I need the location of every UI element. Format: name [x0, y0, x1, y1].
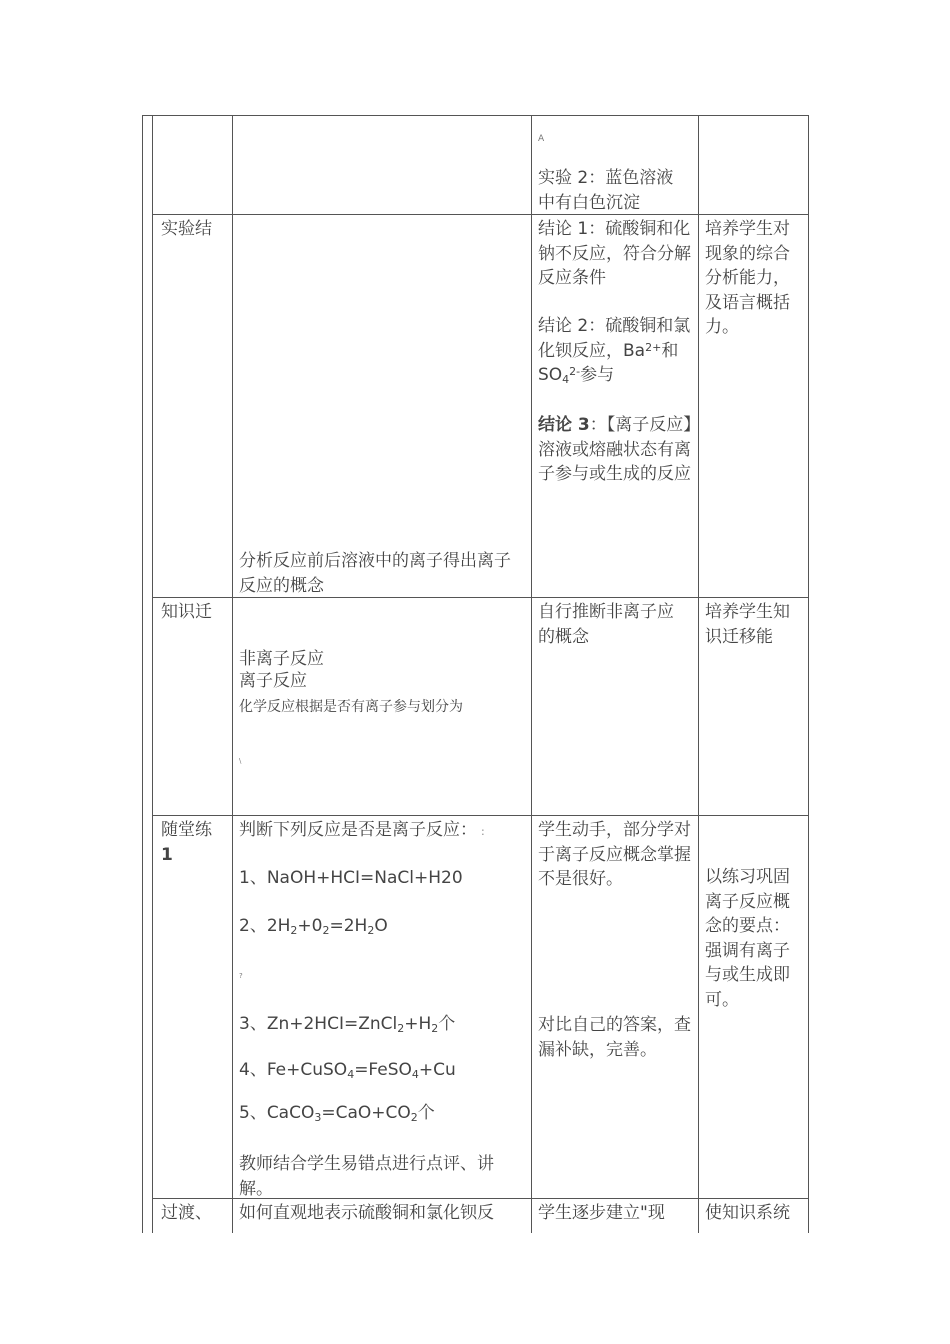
conclusion-3-text: ：【离子反应】溶液或熔融状态有离子参与或生成的反应 [538, 415, 692, 484]
stage-practice-number: 1 [161, 844, 173, 865]
stage-cell-knowledge-transfer: 知识迁 [161, 602, 212, 622]
eq2-part-c: +0 [297, 916, 323, 936]
stage-cell-practice [161, 818, 227, 867]
teacher-cell-mark: \ [239, 757, 242, 765]
eq5-sub-2: 2 [410, 1111, 418, 1124]
student-cell-conclusion-3 [538, 413, 693, 487]
conclusion-2-text-b: 和 SO [538, 340, 679, 385]
so4-charge: 2- [569, 365, 581, 378]
ba-charge: 2+ [645, 340, 662, 354]
eq4-part-c: =FeSO [354, 1060, 412, 1080]
teacher-cell-transition: 如何直观地表示硫酸铜和氯化钡反 [239, 1203, 494, 1223]
teacher-cell-analysis: 分析反应前后溶液中的离子得出离子反应的概念 [239, 551, 511, 596]
eq5-sub-1: 3 [314, 1111, 322, 1124]
teacher-cell-comment: 教师结合学生易错点进行点评、讲解。 [239, 1154, 494, 1199]
table-border-right [808, 115, 809, 1233]
eq3-sub-1: 2 [397, 1022, 405, 1035]
eq4-part-e: +Cu [418, 1060, 456, 1080]
eq4-sub-2: 4 [411, 1068, 419, 1081]
equation-mark: ? [239, 972, 243, 980]
table-border-top [142, 115, 809, 116]
conclusion-2-text-a: 结论 2：硫酸铜和氯化钡反应，Ba [538, 316, 691, 361]
stage-practice-label: 随堂练 [161, 820, 212, 840]
row-divider-1 [152, 214, 809, 215]
student-cell-conclusion-1: 结论 1：硫酸铜和化钠不反应，符合分解反应条件 [538, 219, 691, 288]
eq2-part-e: =2H [329, 916, 368, 936]
eq4-part-a: 4、Fe+CuSO [239, 1060, 348, 1080]
intent-cell-analysis-ability: 培养学生对现象的综合分析能力，及语言概括力。 [705, 219, 790, 337]
conclusion-2-text-c: 参与 [580, 365, 615, 385]
table-divider-student-left [531, 115, 532, 1233]
conclusion-3-lead: 结论 3 [538, 415, 590, 435]
equation-5 [239, 1101, 527, 1126]
equation-1: 1、NaOH+HCI=NaCl+H20 [239, 868, 463, 888]
eq3-part-a: 3、Zn+2HCI=ZnCl [239, 1014, 398, 1034]
equation-3 [239, 1012, 527, 1037]
so4-subscript: 4 [562, 373, 570, 386]
eq2-part-g: O [374, 916, 388, 936]
teacher-cell-classification: 化学反应根据是否有离子参与划分为 [239, 699, 463, 715]
table-border-left [142, 115, 143, 1233]
table-divider-intent-left [698, 115, 699, 1233]
student-cell-infer-concept: 自行推断非离子应的概念 [538, 602, 674, 647]
student-cell-experiment-2: 实验 2：蓝色溶液中有白色沉淀 [538, 168, 674, 213]
eq2-sub-1: 2 [290, 924, 298, 937]
question-mark: : [481, 825, 485, 838]
eq3-part-c: +H [404, 1014, 432, 1034]
intent-cell-system: 使知识系统 [705, 1203, 790, 1223]
teacher-cell-question [239, 818, 527, 845]
eq3-sub-2: 2 [431, 1022, 439, 1035]
teacher-cell-ionic: 离子反应 [239, 671, 307, 691]
student-cell-mark: A [538, 134, 545, 144]
eq2-part-a: 2、2H [239, 916, 291, 936]
eq5-part-c: =CaO+CO [321, 1103, 411, 1123]
eq2-sub-2: 2 [322, 924, 330, 937]
student-cell-transition: 学生逐步建立"现 [538, 1203, 665, 1223]
eq5-part-e: 个 [417, 1103, 435, 1123]
row-divider-3 [152, 815, 809, 816]
table-divider-teacher-left [232, 115, 233, 1233]
equation-2 [239, 914, 527, 939]
intent-cell-transfer: 培养学生知识迁移能 [705, 602, 790, 647]
eq3-part-e: 个 [438, 1014, 456, 1034]
eq4-sub-1: 4 [347, 1068, 355, 1081]
stage-cell-experiment-conclusion: 实验结 [161, 219, 212, 239]
intent-cell-consolidate: 以练习巩固离子反应概念的要点：强调有离子与或生成即可。 [705, 867, 790, 1010]
question-text: 判断下列反应是否是离子反应： [239, 820, 477, 840]
teacher-cell-non-ionic: 非离子反应 [239, 649, 324, 669]
eq5-part-a: 5、CaCO [239, 1103, 315, 1123]
student-cell-practice-1: 学生动手，部分学对于离子反应概念掌握不是很好。 [538, 820, 691, 889]
student-cell-practice-2: 对比自己的答案，查漏补缺，完善。 [538, 1015, 691, 1060]
eq2-sub-3: 2 [367, 924, 375, 937]
stage-cell-transition: 过渡、 [161, 1203, 212, 1223]
student-cell-conclusion-2 [538, 314, 693, 388]
table-divider-stage-left [152, 115, 153, 1233]
equation-4 [239, 1058, 527, 1083]
